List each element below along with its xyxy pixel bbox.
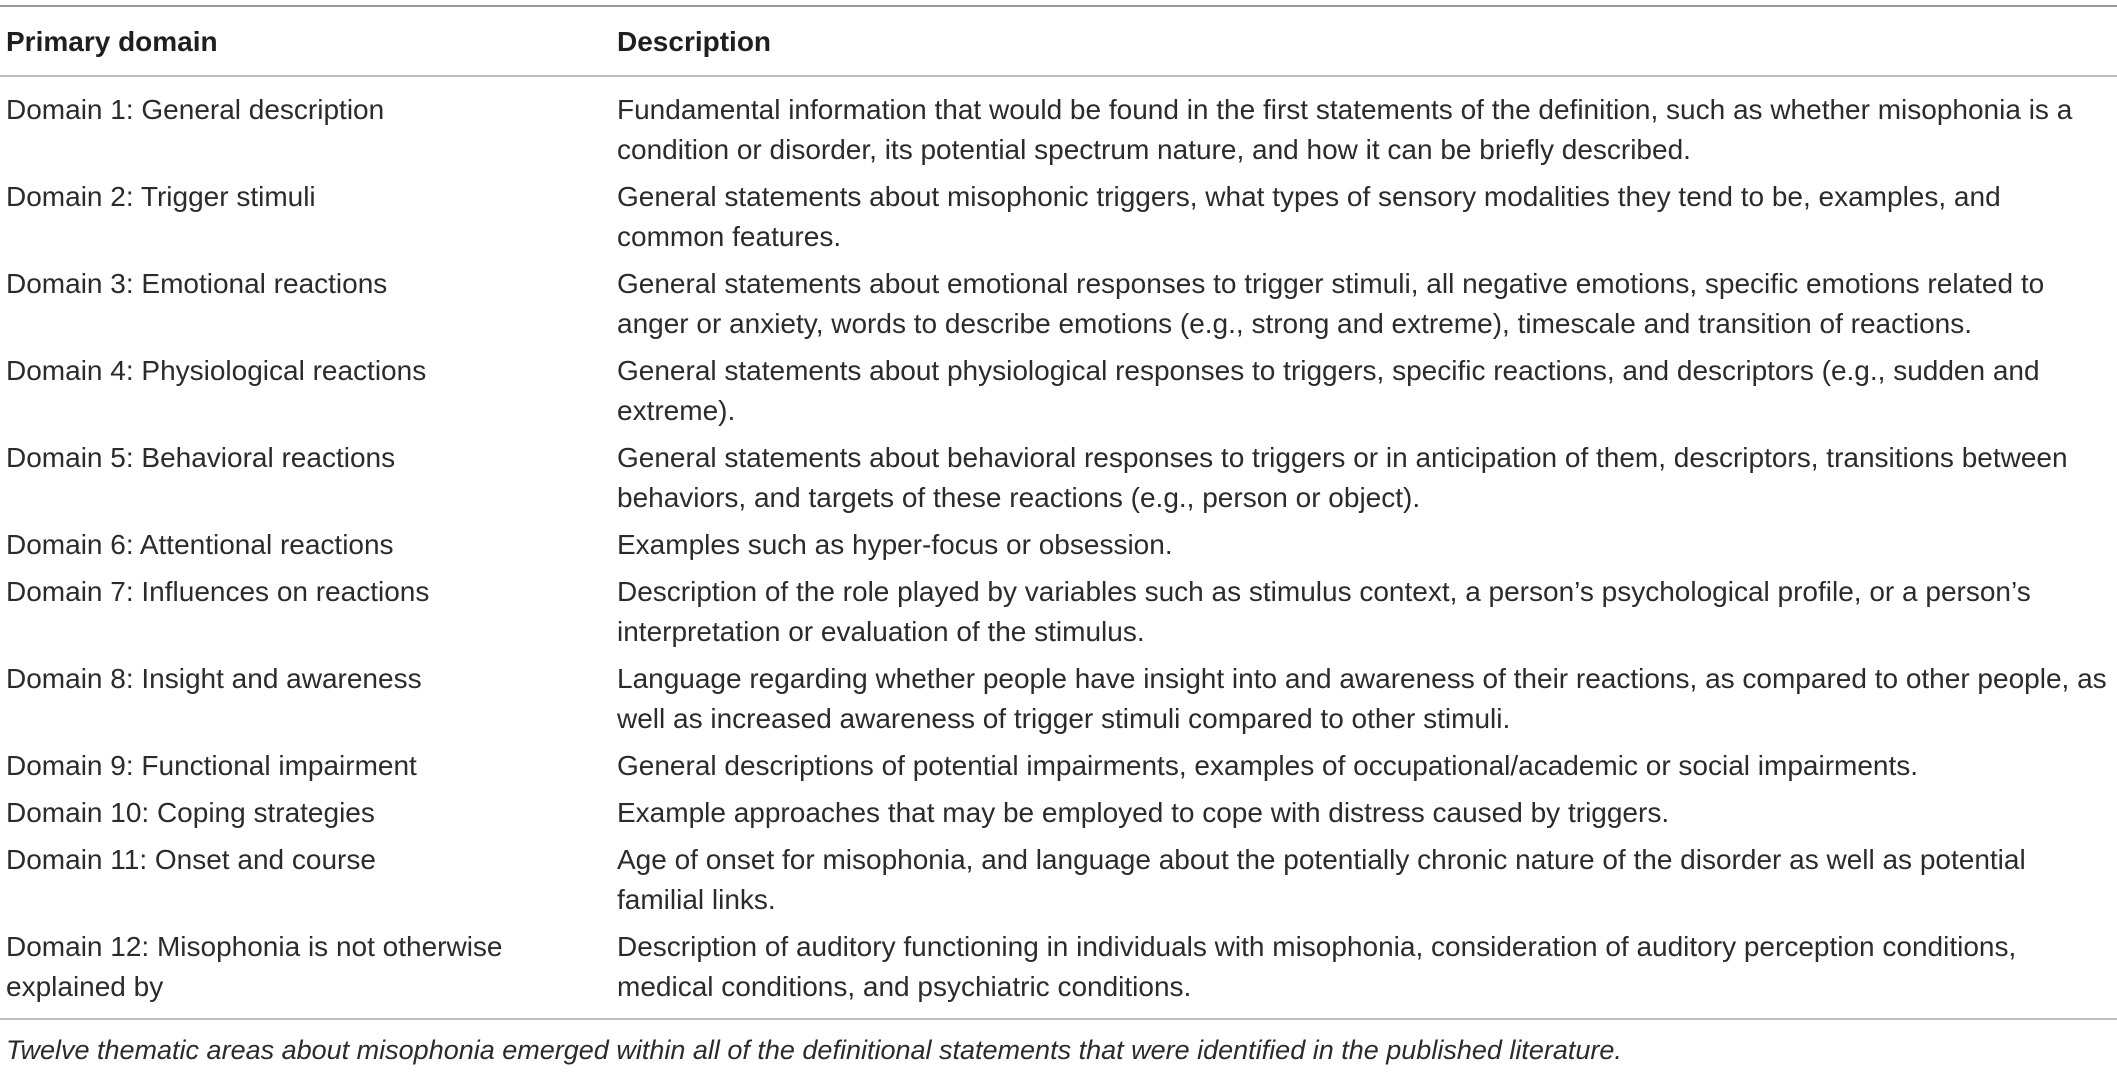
table-row — [0, 351, 2117, 438]
domain-cell: Domain 11: Onset and course — [6, 844, 376, 875]
table-header-row — [0, 20, 2117, 64]
table-row — [0, 264, 2117, 351]
table-body — [0, 90, 2117, 1014]
domain-cell: Domain 1: General description — [6, 94, 385, 125]
description-cell: Age of onset for misophonia, and language about the potentially chronic nature of the disorder as well as potential familial links. — [617, 844, 2026, 915]
table-header-rule — [0, 75, 2117, 77]
description-cell: General statements about emotional responses to trigger stimuli, all negative emotions, specific emotions related to anger or anxiety, words to describe emotions (e.g., strong and extreme), timescale and transition of reactions. — [617, 268, 2045, 339]
table-row — [0, 746, 2117, 793]
domain-cell: Domain 7: Influences on reactions — [6, 576, 430, 607]
domain-cell: Domain 5: Behavioral reactions — [6, 442, 396, 473]
domain-cell: Domain 4: Physiological reactions — [6, 355, 427, 386]
description-cell: Example approaches that may be employed to cope with distress caused by triggers. — [617, 797, 1670, 828]
table-footnote: Twelve thematic areas about misophonia emerged within all of the definitional statements that were identified in the published literature. — [6, 1035, 1622, 1065]
description-cell: General descriptions of potential impairments, examples of occupational/academic or social impairments. — [617, 750, 1919, 781]
domain-cell: Domain 6: Attentional reactions — [6, 529, 394, 560]
description-cell: Description of auditory functioning in individuals with misophonia, consideration of auditory perception conditions, medical conditions, and psychiatric conditions. — [617, 931, 2017, 1002]
description-cell: Examples such as hyper-focus or obsession. — [617, 529, 1173, 560]
description-cell: Fundamental information that would be found in the first statements of the definition, such as whether misophonia is a condition or disorder, its potential spectrum nature, and how it can be briefly described. — [617, 94, 2073, 165]
table-row — [0, 572, 2117, 659]
table-row — [0, 177, 2117, 264]
table-row — [0, 927, 2117, 1014]
header-primary-domain: Primary domain — [6, 26, 218, 57]
table-row — [0, 659, 2117, 746]
description-cell: Language regarding whether people have insight into and awareness of their reactions, as compared to other people, as well as increased awareness of trigger stimuli compared to other stimuli. — [617, 663, 2107, 734]
domain-cell: Domain 12: Misophonia is not otherwise explained by — [6, 931, 503, 1002]
table-row — [0, 793, 2117, 840]
description-cell: General statements about misophonic triggers, what types of sensory modalities they tend to be, examples, and common features. — [617, 181, 2001, 252]
domain-cell: Domain 9: Functional impairment — [6, 750, 417, 781]
table-row — [0, 90, 2117, 177]
domain-cell: Domain 8: Insight and awareness — [6, 663, 422, 694]
table-row — [0, 840, 2117, 927]
description-cell: General statements about physiological responses to triggers, specific reactions, and descriptors (e.g., sudden and extreme). — [617, 355, 2040, 426]
description-cell: Description of the role played by variables such as stimulus context, a person’s psychological profile, or a person’s interpretation or evaluation of the stimulus. — [617, 576, 2031, 647]
table-row — [0, 525, 2117, 572]
table-row — [0, 438, 2117, 525]
domain-cell: Domain 3: Emotional reactions — [6, 268, 388, 299]
domain-cell: Domain 2: Trigger stimuli — [6, 181, 316, 212]
description-cell: General statements about behavioral responses to triggers or in anticipation of them, descriptors, transitions between behaviors, and targets of these reactions (e.g., person or object). — [617, 442, 2068, 513]
table-top-rule — [0, 5, 2117, 7]
header-description: Description — [617, 26, 772, 57]
domain-cell: Domain 10: Coping strategies — [6, 797, 375, 828]
table-bottom-rule — [0, 1018, 2117, 1020]
